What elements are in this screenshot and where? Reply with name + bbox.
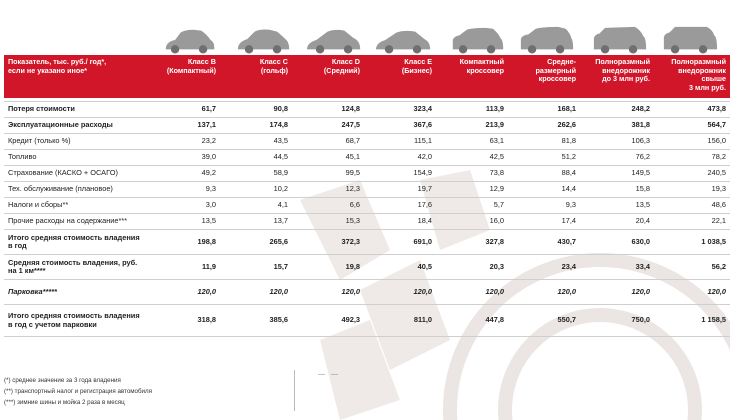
row-value: 43,5 <box>220 134 292 150</box>
table-row <box>4 102 730 118</box>
row-value: 174,8 <box>220 118 292 134</box>
row-label: Кредит (только %) <box>4 134 148 150</box>
header-col-line: кроссовер <box>538 74 576 83</box>
header-col-3 <box>292 55 364 98</box>
row-value: 15,3 <box>292 214 364 230</box>
row-value: 39,0 <box>148 150 220 166</box>
row-value: 42,0 <box>364 150 436 166</box>
header-col-line: кроссовер <box>466 65 504 75</box>
row-value: 811,0 <box>364 305 436 337</box>
row-value: 385,6 <box>220 305 292 337</box>
row-value: 73,8 <box>436 166 508 182</box>
header-indicator <box>4 55 148 98</box>
table-row <box>4 166 730 182</box>
car-icon <box>236 26 292 54</box>
row-value: 120,0 <box>148 280 220 305</box>
row-value: 1 158,5 <box>654 305 730 337</box>
row-value: 18,4 <box>364 214 436 230</box>
header-col-7 <box>580 55 654 98</box>
row-value: 44,5 <box>220 150 292 166</box>
row-label: Средняя стоимость владения, руб. на 1 км**** <box>4 255 148 280</box>
row-value: 19,8 <box>292 255 364 280</box>
row-value: 691,0 <box>364 230 436 255</box>
row-value: 16,0 <box>436 214 508 230</box>
row-value: 19,3 <box>654 182 730 198</box>
header-col-line: Класс C <box>259 57 288 66</box>
row-value: 9,3 <box>148 182 220 198</box>
row-value: 20,4 <box>580 214 654 230</box>
row-value: 63,1 <box>436 134 508 150</box>
row-value: 1 038,5 <box>654 230 730 255</box>
row-value: 61,7 <box>148 102 220 118</box>
row-value: 10,2 <box>220 182 292 198</box>
row-value: 9,3 <box>508 198 580 214</box>
header-col-6 <box>508 55 580 98</box>
row-value: 318,8 <box>148 305 220 337</box>
row-value: 12,9 <box>436 182 508 198</box>
row-value: 168,1 <box>508 102 580 118</box>
header-col-4 <box>364 55 436 98</box>
header-col-line: Средне- <box>547 57 576 66</box>
table-row <box>4 280 730 305</box>
row-value: 13,7 <box>220 214 292 230</box>
row-value: 90,8 <box>220 102 292 118</box>
row-label: Потеря стоимости <box>4 102 148 118</box>
row-value: 156,0 <box>654 134 730 150</box>
row-value: 120,0 <box>580 280 654 305</box>
row-value: 473,8 <box>654 102 730 118</box>
row-value: 15,7 <box>220 255 292 280</box>
row-value: 58,9 <box>220 166 292 182</box>
header-col-line: Компактный <box>459 57 504 66</box>
car-icon <box>592 26 648 54</box>
header-col-line: внедорожник <box>602 65 650 75</box>
row-value: 17,6 <box>364 198 436 214</box>
footnote-2: (**) транспортный налог и регистрация автомобиля <box>4 388 152 395</box>
divider <box>294 370 295 411</box>
row-value: 327,8 <box>436 230 508 255</box>
header-col-line: (Бизнес) <box>401 65 432 75</box>
row-value: 22,1 <box>654 214 730 230</box>
row-value: 120,0 <box>436 280 508 305</box>
row-value: 68,7 <box>292 134 364 150</box>
row-value: 113,9 <box>436 102 508 118</box>
row-value: 48,6 <box>654 198 730 214</box>
row-value: 240,5 <box>654 166 730 182</box>
header-col-line: (Компактный) <box>166 65 216 75</box>
row-label: Итого средняя стоимость владения в год с учетом парковки <box>4 305 148 337</box>
header-indicator-line: если не указано иное* <box>8 65 88 75</box>
header-col-line: Полноразмный <box>595 57 650 66</box>
table-row <box>4 118 730 134</box>
row-value: 247,5 <box>292 118 364 134</box>
row-value: 154,9 <box>364 166 436 182</box>
car-icon <box>450 26 506 54</box>
row-value: 23,4 <box>508 255 580 280</box>
table-row <box>4 134 730 150</box>
row-value: 19,7 <box>364 182 436 198</box>
row-label: Страхование (КАСКО + ОСАГО) <box>4 166 148 182</box>
row-value: 149,5 <box>580 166 654 182</box>
row-value: 13,5 <box>580 198 654 214</box>
row-value: 213,9 <box>436 118 508 134</box>
row-value: 430,7 <box>508 230 580 255</box>
header-col-2 <box>220 55 292 98</box>
header-col-line: Класс D <box>331 57 360 66</box>
row-value: 323,4 <box>364 102 436 118</box>
row-value: 42,5 <box>436 150 508 166</box>
header-col-5 <box>436 55 508 98</box>
row-value: 40,5 <box>364 255 436 280</box>
row-value: 381,8 <box>580 118 654 134</box>
row-value: 262,6 <box>508 118 580 134</box>
row-value: 12,3 <box>292 182 364 198</box>
row-value: 106,3 <box>580 134 654 150</box>
row-value: 447,8 <box>436 305 508 337</box>
row-value: 265,6 <box>220 230 292 255</box>
row-value: 124,8 <box>292 102 364 118</box>
row-value: 4,1 <box>220 198 292 214</box>
car-icon <box>519 26 575 54</box>
row-value: 33,4 <box>580 255 654 280</box>
ownership-cost-table <box>4 55 730 337</box>
row-value: 137,1 <box>148 118 220 134</box>
row-label: Топливо <box>4 150 148 166</box>
row-value: 372,3 <box>292 230 364 255</box>
row-value: 5,7 <box>436 198 508 214</box>
row-value: 13,5 <box>148 214 220 230</box>
row-value: 120,0 <box>508 280 580 305</box>
table-row <box>4 230 730 255</box>
row-value: 198,8 <box>148 230 220 255</box>
row-value: 99,5 <box>292 166 364 182</box>
header-col-line: Класс B <box>187 57 216 66</box>
row-value: 14,4 <box>508 182 580 198</box>
row-value: 88,4 <box>508 166 580 182</box>
row-value: 49,2 <box>148 166 220 182</box>
row-value: 81,8 <box>508 134 580 150</box>
row-value: 45,1 <box>292 150 364 166</box>
row-label: Тех. обслуживание (плановое) <box>4 182 148 198</box>
row-value: 6,6 <box>292 198 364 214</box>
car-icon <box>376 26 432 54</box>
header-col-line: до 3 млн руб. <box>602 74 650 83</box>
row-label: Парковка***** <box>4 280 148 305</box>
dash-decoration: — — <box>318 371 340 378</box>
row-value: 120,0 <box>654 280 730 305</box>
row-label: Итого средняя стоимость владения в год <box>4 230 148 255</box>
row-value: 51,2 <box>508 150 580 166</box>
row-value: 120,0 <box>292 280 364 305</box>
row-value: 15,8 <box>580 182 654 198</box>
header-col-line: размерный <box>535 65 576 75</box>
footnote-3: (***) зимние шины и мойка 2 раза в месяц <box>4 399 125 406</box>
row-value: 17,4 <box>508 214 580 230</box>
row-value: 630,0 <box>580 230 654 255</box>
car-icon <box>662 26 718 54</box>
table-row <box>4 198 730 214</box>
row-value: 56,2 <box>654 255 730 280</box>
header-indicator-line: Показатель, тыс. руб./ год*, <box>8 57 107 66</box>
car-silhouettes <box>4 26 730 56</box>
row-value: 564,7 <box>654 118 730 134</box>
row-value: 78,2 <box>654 150 730 166</box>
car-icon <box>307 26 363 54</box>
header-col-line: Полноразмный <box>671 57 726 66</box>
header-row <box>4 55 730 98</box>
row-value: 492,3 <box>292 305 364 337</box>
header-col-line: 3 млн руб. <box>689 82 726 92</box>
table-row <box>4 150 730 166</box>
header-col-1 <box>148 55 220 98</box>
footnote-1: (*) среднее значение за 3 года владения <box>4 377 121 384</box>
row-value: 3,0 <box>148 198 220 214</box>
row-value: 115,1 <box>364 134 436 150</box>
row-value: 11,9 <box>148 255 220 280</box>
row-label: Эксплуатационные расходы <box>4 118 148 134</box>
row-label: Налоги и сборы** <box>4 198 148 214</box>
row-value: 750,0 <box>580 305 654 337</box>
row-value: 248,2 <box>580 102 654 118</box>
header-col-line: Класс E <box>404 57 432 66</box>
car-icon <box>162 26 218 54</box>
table-row <box>4 182 730 198</box>
header-col-line: (Средний) <box>323 65 360 75</box>
row-value: 120,0 <box>220 280 292 305</box>
header-col-8 <box>654 55 730 98</box>
row-label: Прочие расходы на содержание*** <box>4 214 148 230</box>
table-row <box>4 305 730 337</box>
header-col-line: внедорожник <box>678 65 726 75</box>
row-value: 367,6 <box>364 118 436 134</box>
table-row <box>4 255 730 280</box>
table-row <box>4 214 730 230</box>
header-col-line: свыше <box>701 74 726 83</box>
row-value: 76,2 <box>580 150 654 166</box>
row-value: 23,2 <box>148 134 220 150</box>
row-value: 550,7 <box>508 305 580 337</box>
row-value: 120,0 <box>364 280 436 305</box>
row-value: 20,3 <box>436 255 508 280</box>
header-col-line: (гольф) <box>260 65 288 75</box>
